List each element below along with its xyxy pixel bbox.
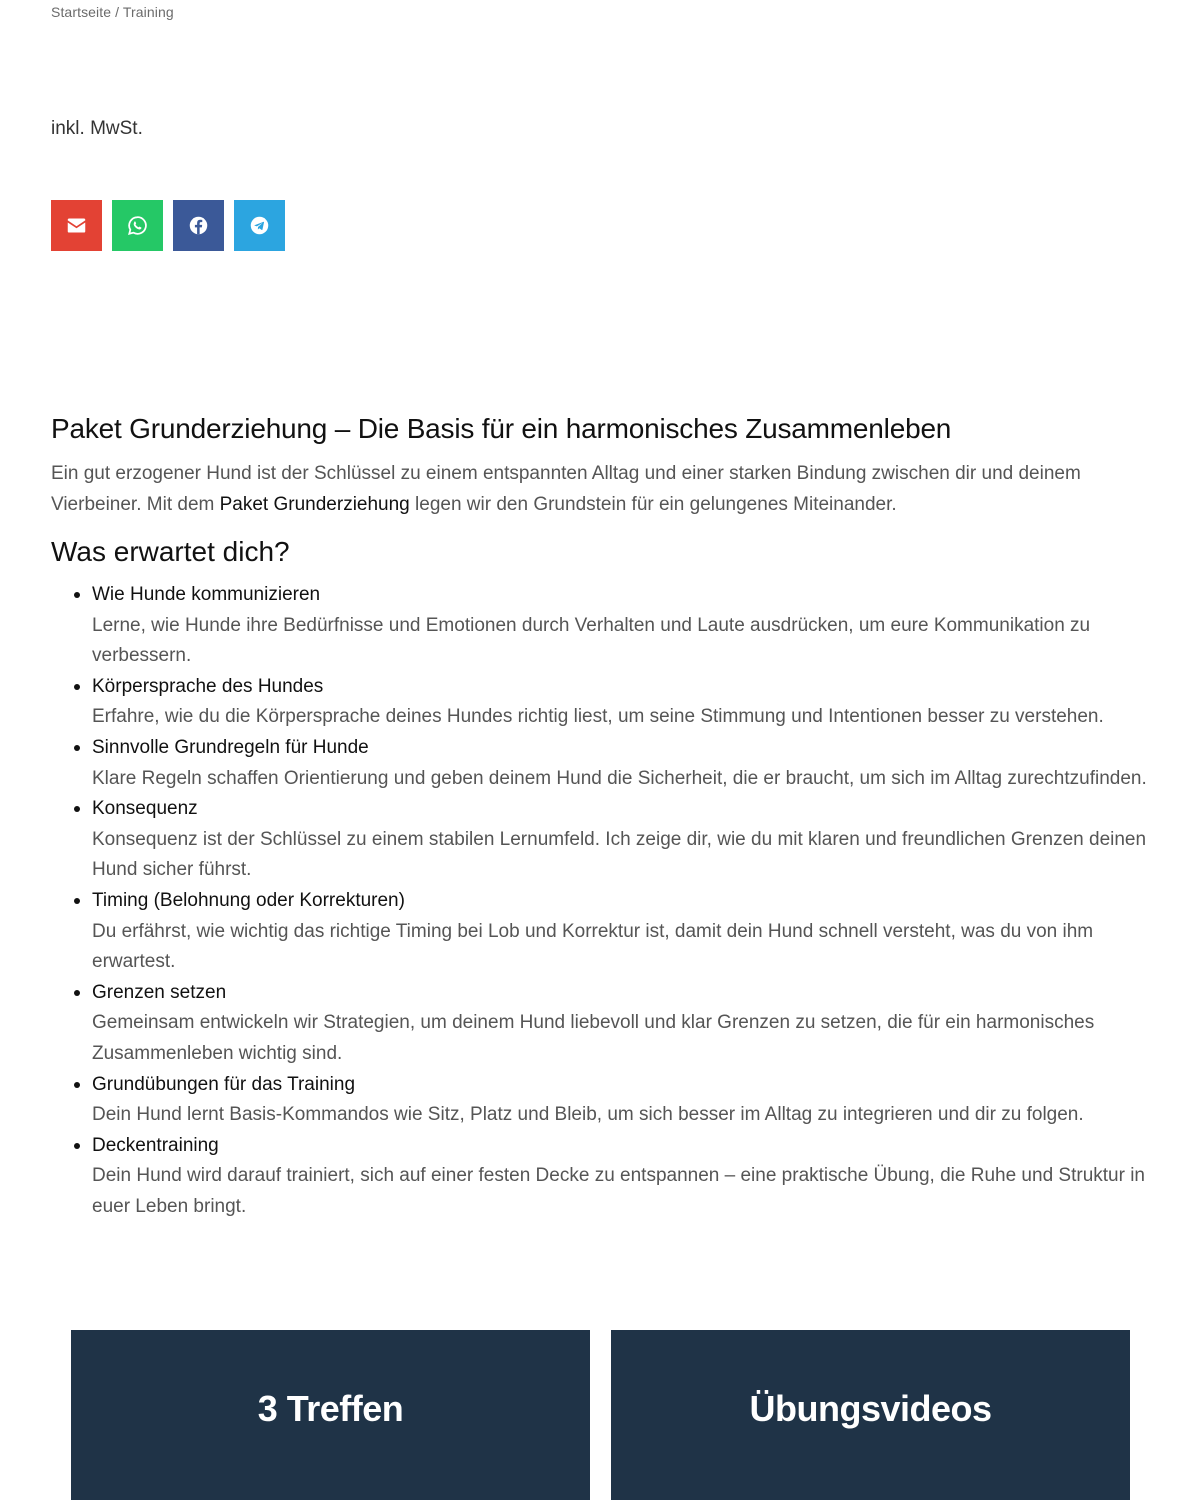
tax-note: inkl. MwSt. [51, 118, 143, 139]
share-facebook-button[interactable] [173, 200, 224, 251]
intro-text-end: legen wir den Grundstein für ein gelungenes Miteinander. [409, 494, 897, 515]
breadcrumb-home-link[interactable]: Startseite [51, 4, 112, 20]
list-item-title: Wie Hunde kommunizieren [92, 584, 321, 605]
card-title: Übungsvideos [749, 1388, 992, 1429]
whatsapp-icon [127, 215, 148, 236]
list-item-description: Dein Hund lernt Basis-Kommandos wie Sitz, Platz und Bleib, um sich besser im Alltag zu integrieren und dir zu folgen. [92, 1104, 1084, 1126]
feature-list [51, 580, 1151, 1222]
list-item-title: Sinnvolle Grundregeln für Hunde [92, 736, 369, 758]
card-title: 3 Treffen [257, 1388, 404, 1429]
page-title: Paket Grunderziehung – Die Basis für ein harmonisches Zusammenleben [51, 413, 952, 444]
share-telegram-button[interactable] [234, 200, 285, 251]
list-item-description: Konsequenz ist der Schlüssel zu einem stabilen Lernumfeld. Ich zeige dir, wie du mit klaren und freundlichen Grenzen deinen Hund sicher führst. [92, 828, 1147, 881]
list-item-description: Dein Hund wird darauf trainiert, sich auf einer festen Decke zu entspannen – eine praktische Übung, die Ruhe und Struktur in euer Leben bringt. [92, 1165, 1145, 1217]
breadcrumb [51, 4, 174, 20]
list-item [92, 794, 1151, 886]
intro-bold-text: Paket Grunderziehung [219, 494, 410, 515]
list-item [92, 580, 1151, 672]
list-item-title: Grenzen setzen [92, 981, 227, 1003]
envelope-icon [66, 215, 87, 236]
list-item-title: Deckentraining [92, 1134, 219, 1156]
breadcrumb-current: Training [122, 4, 174, 20]
card-practice-videos [611, 1330, 1130, 1500]
list-item-title: Timing (Belohnung oder Korrekturen) [92, 889, 405, 911]
breadcrumb-separator: / [111, 4, 123, 20]
list-item-description: Klare Regeln schaffen Orientierung und geben deinem Hund die Sicherheit, die er braucht, um sich im Alltag zurechtzufinden. [92, 767, 1147, 789]
card-meetings [71, 1330, 590, 1500]
list-item-description: Gemeinsam entwickeln wir Strategien, um deinem Hund liebevoll und klar Grenzen zu setzen, die für ein harmonisches Zusammenleben wichtig sind. [92, 1012, 1095, 1064]
list-item [92, 1070, 1151, 1131]
list-item [92, 978, 1151, 1070]
share-whatsapp-button[interactable] [112, 200, 163, 251]
list-item-description: Erfahre, wie du die Körpersprache deines Hundes richtig liest, um seine Stimmung und Intentionen besser zu verstehen. [92, 706, 1104, 728]
list-item [92, 672, 1151, 733]
list-item-title: Körpersprache des Hundes [92, 675, 324, 697]
section-title: Was erwartet dich? [51, 536, 290, 567]
list-item [92, 1131, 1151, 1223]
product-description [51, 410, 1151, 1222]
list-item-title: Grundübungen für das Training [92, 1073, 356, 1095]
intro-paragraph [51, 458, 1151, 520]
share-email-button[interactable] [51, 200, 102, 251]
facebook-icon [188, 215, 209, 236]
list-item-description: Du erfährst, wie wichtig das richtige Timing bei Lob und Korrektur ist, damit dein Hund schnell versteht, was du von ihm erwartest. [92, 920, 1094, 973]
list-item [92, 886, 1151, 978]
share-buttons [51, 200, 285, 251]
list-item-description: Lerne, wie Hunde ihre Bedürfnisse und Emotionen durch Verhalten und Laute ausdrücken, um eure Kommunikation zu verbessern. [92, 614, 1091, 667]
feature-cards [71, 1330, 1130, 1500]
list-item [92, 733, 1151, 794]
list-item-title: Konsequenz [92, 798, 198, 820]
intro-text-start: Ein gut erzogener Hund ist der Schlüssel zu einem entspannten Alltag und einer starken Bindung zwischen dir und deinem Vierbeiner. Mit dem [51, 463, 1081, 515]
telegram-icon [249, 215, 270, 236]
